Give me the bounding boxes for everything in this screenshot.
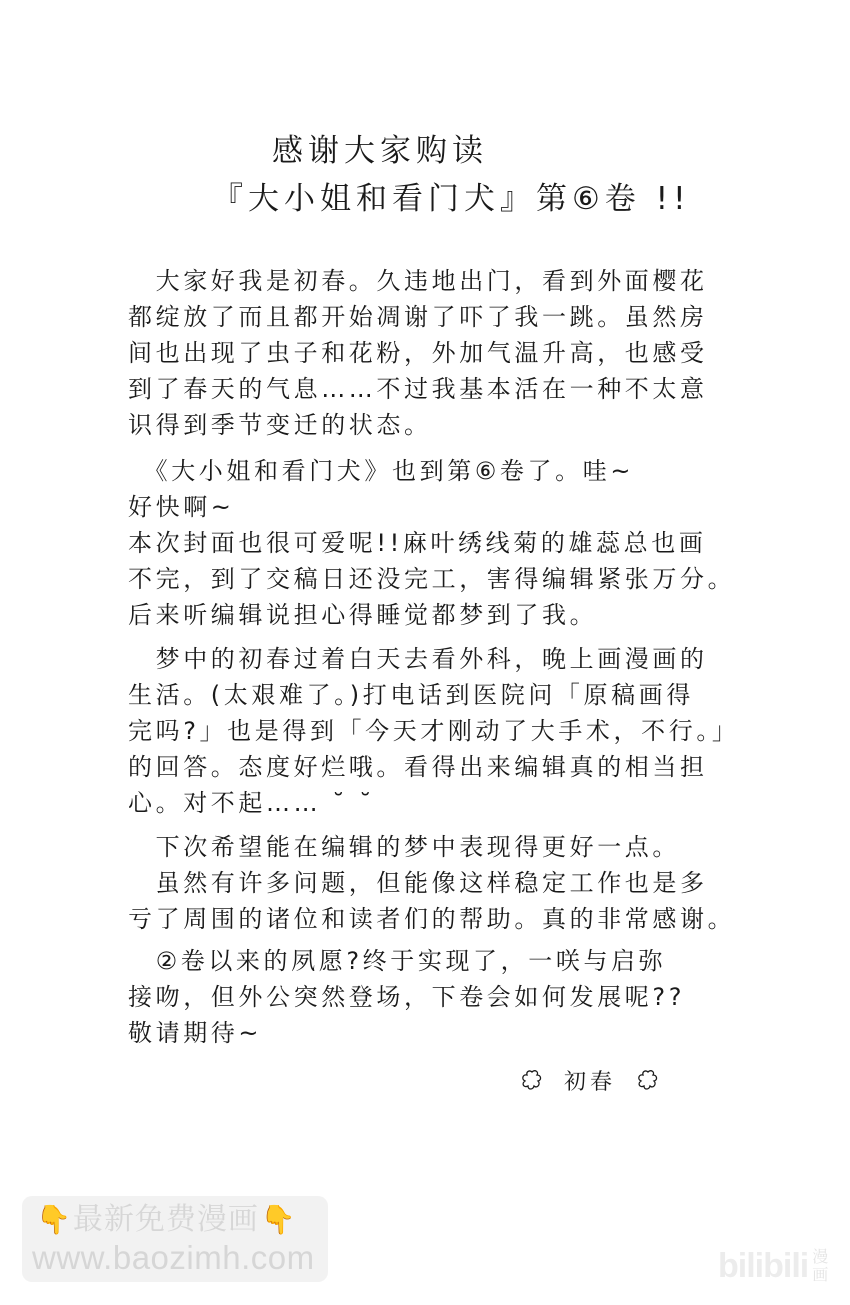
body-line: 完吗?」也是得到「今天才刚动了大手术，不行。」 — [128, 717, 740, 745]
bilibili-wordmark: bilibili — [718, 1247, 809, 1285]
body-line: 后来听编辑说担心得睡觉都梦到了我。 — [128, 601, 598, 629]
body-line: 本次封面也很可爱呢!!麻叶绣线菊的雄蕊总也画 — [128, 529, 707, 557]
body-line: 亏了周围的诸位和读者们的帮助。真的非常感谢。 — [128, 905, 736, 933]
title-volume: 『大小姐和看门犬』第⑥卷 !! — [212, 181, 691, 217]
body-line: 的回答。态度好烂哦。看得出来编辑真的相当担 — [128, 753, 708, 781]
manga-label-bottom: 画 — [812, 1265, 829, 1284]
signature — [520, 1064, 660, 1096]
pointing-down-hand-icon: 👇 — [36, 1203, 71, 1236]
author-name: 初春 — [564, 1069, 617, 1095]
body-line: 《大小姐和看门犬》也到第⑥卷了。哇~ — [128, 457, 635, 485]
manga-label — [812, 1248, 828, 1284]
body-line: 都绽放了而且都开始凋谢了吓了我一跳。虽然房 — [128, 303, 708, 331]
title-thanks: 感谢大家购读 — [272, 133, 488, 169]
body-line: 好快啊~ — [128, 493, 235, 521]
body-line: 心。对不起…… ˘ ˘ — [128, 789, 375, 817]
site-watermark[interactable] — [22, 1196, 328, 1282]
body-line: 接吻，但外公突然登场，下卷会如何发展呢?? — [128, 983, 686, 1011]
watermark-url[interactable]: www.baozimh.com — [32, 1239, 315, 1276]
watermark-headline — [36, 1202, 296, 1238]
flower-icon — [636, 1068, 660, 1092]
body-line: 下次希望能在编辑的梦中表现得更好一点。 — [128, 833, 680, 861]
body-line: 敬请期待~ — [128, 1019, 263, 1047]
bilibili-manga-logo — [718, 1248, 828, 1284]
flower-icon — [520, 1068, 544, 1092]
body-line: 大家好我是初春。久违地出门，看到外面樱花 — [128, 267, 708, 295]
body-line: 虽然有许多问题，但能像这样稳定工作也是多 — [128, 869, 708, 897]
body-line: 识得到季节变迁的状态。 — [128, 411, 432, 439]
manga-label-top: 漫 — [812, 1247, 829, 1266]
body-line: 梦中的初春过着白天去看外科，晚上画漫画的 — [128, 645, 708, 673]
body-line: 生活。(太艰难了。)打电话到医院问「原稿画得 — [128, 681, 694, 709]
body-line: 间也出现了虫子和花粉，外加气温升高，也感受 — [128, 339, 708, 367]
body-line: 不完，到了交稿日还没完工，害得编辑紧张万分。 — [128, 565, 736, 593]
watermark-text: 最新免费漫画 — [72, 1202, 259, 1237]
body-line: ②卷以来的夙愿?终于实现了，一咲与启弥 — [128, 947, 667, 975]
body-line: 到了春天的气息……不过我基本活在一种不太意 — [128, 375, 708, 403]
pointing-down-hand-icon: 👇 — [260, 1203, 296, 1236]
